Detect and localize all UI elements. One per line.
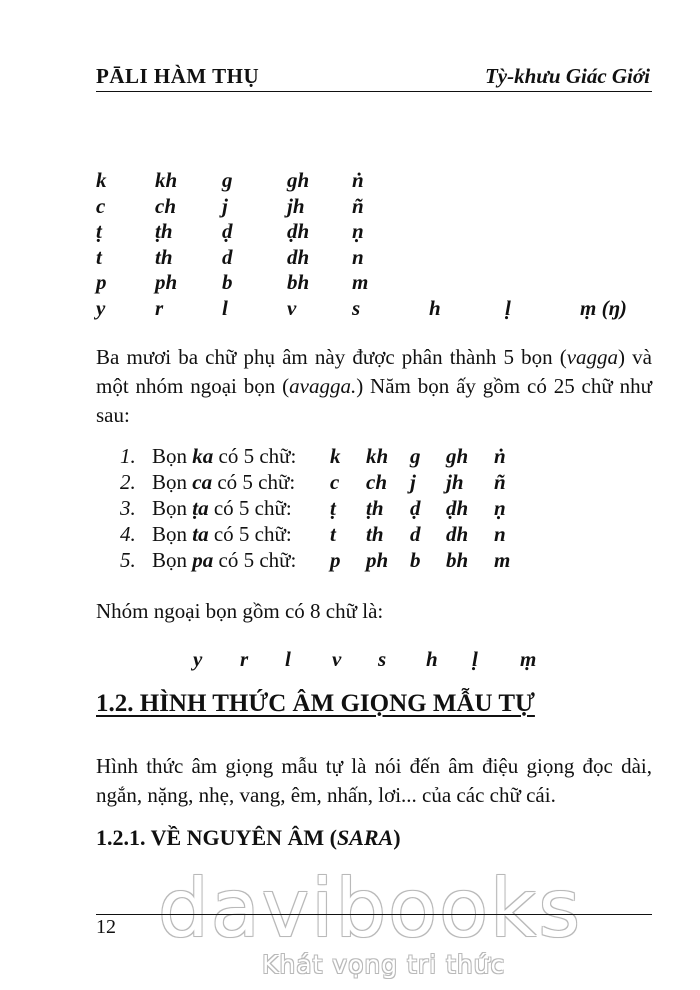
vagga-key: ta [192, 522, 209, 546]
running-header-title: PĀLI HÀM THỤ [96, 64, 260, 88]
vagga-letter: ñ [494, 470, 506, 494]
avagga-letter: r [240, 647, 249, 671]
vagga-key: ṭa [192, 496, 209, 520]
vagga-letter: ṭ [330, 496, 336, 520]
vagga-label [152, 496, 292, 521]
vagga-letter: g [410, 444, 421, 468]
vagga-label-post: có 5 chữ: [208, 496, 292, 520]
vagga-label-post: có 5 chữ: [212, 470, 296, 494]
consonant-cell: d [222, 244, 233, 269]
vagga-letter: m [494, 548, 511, 572]
vagga-letter: jh [446, 470, 464, 494]
consonant-cell: ḷ [505, 296, 511, 320]
consonant-cell: c [96, 193, 106, 218]
consonant-cell: ṅ [352, 168, 364, 192]
vagga-letter: ṭh [366, 496, 384, 520]
footer-rule [96, 914, 652, 915]
vagga-letter: p [330, 548, 341, 572]
page-number: 12 [96, 916, 116, 938]
avagga-letter: v [332, 647, 342, 671]
list-number: 1. [120, 444, 136, 468]
consonant-cell: m [352, 270, 369, 295]
vagga-key: ca [192, 470, 213, 494]
consonant-cell: n [352, 244, 364, 269]
consonant-cell: r [155, 296, 164, 320]
avagga-intro: Nhóm ngoại bọn gồm có 8 chữ là: [96, 599, 384, 623]
vagga-key: ka [192, 444, 214, 468]
list-number: 5. [120, 548, 136, 572]
consonant-cell: jh [287, 193, 305, 218]
list-number: 4. [120, 522, 136, 546]
vagga-label-post: có 5 chữ: [208, 522, 292, 546]
vagga-letter: ph [366, 548, 389, 572]
subsection-term: SARA [336, 825, 394, 850]
consonant-cell: ṭ [96, 219, 102, 244]
vagga-key: pa [192, 548, 214, 572]
vagga-letter: ṅ [494, 444, 506, 468]
running-header-author: Tỳ-khưu Giác Giới [484, 64, 650, 88]
list-number: 3. [120, 496, 136, 520]
watermark-tagline: Khát vọng tri thức [262, 950, 506, 979]
vagga-letter: k [330, 444, 341, 468]
vagga-letter: ḍh [446, 496, 469, 520]
vagga-label [152, 548, 296, 573]
vagga-letter: kh [366, 444, 389, 468]
consonant-cell: ch [155, 193, 176, 218]
avagga-letter: ṃ [520, 647, 537, 671]
vagga-letter: bh [446, 548, 469, 572]
vagga-label-post: có 5 chữ: [213, 548, 297, 572]
term-avagga: avagga. [289, 374, 357, 398]
consonant-cell: ñ [352, 193, 364, 218]
consonant-cell: ḍh [287, 219, 310, 244]
vagga-letter: ṇ [494, 496, 506, 520]
watermark-logo: davibooks [158, 862, 583, 955]
consonant-cell: ṃ (ŋ) [580, 296, 627, 320]
consonant-cell: v [287, 296, 297, 320]
vagga-letter: c [330, 470, 340, 494]
consonant-cell: kh [155, 168, 178, 192]
subsection-heading [96, 825, 401, 851]
avagga-letter: l [285, 647, 291, 671]
section-heading: 1.2. HÌNH THỨC ÂM GIỌNG MẪU TỰ [96, 690, 535, 717]
vagga-letter: th [366, 522, 384, 546]
consonant-cell: k [96, 168, 107, 192]
vagga-letter: gh [446, 444, 469, 468]
consonant-cell: gh [287, 168, 310, 192]
vagga-letter: ch [366, 470, 387, 494]
consonant-cell: l [222, 296, 228, 320]
consonant-cell: p [96, 270, 107, 295]
consonant-cell: b [222, 270, 233, 295]
list-number: 2. [120, 470, 136, 494]
vagga-label [152, 470, 295, 495]
vagga-label-post: có 5 chữ: [213, 444, 297, 468]
vagga-letter: t [330, 522, 336, 546]
consonant-cell: y [96, 296, 106, 320]
vagga-label-pre: Bọn [152, 444, 193, 468]
term-vagga: vagga [566, 345, 619, 369]
vagga-letter: dh [446, 522, 469, 546]
paragraph-text: ) và một nhóm ngoại bọn ( [96, 345, 652, 398]
avagga-letter: ḷ [472, 647, 478, 671]
section-body: Hình thức âm giọng mẫu tự là nói đến âm điệu giọng đọc dài, ngắn, nặng, nhẹ, vang, êm, nhấn, lơi... của các chữ cái. [96, 754, 652, 807]
avagga-letter: s [378, 647, 387, 671]
avagga-letter: y [193, 647, 203, 671]
consonant-cell: h [429, 296, 441, 320]
subsection-prefix: 1.2.1. VỀ NGUYÊN ÂM ( [96, 825, 337, 850]
vagga-label-pre: Bọn [152, 522, 193, 546]
consonant-cell: ṭh [155, 219, 173, 244]
vagga-label-pre: Bọn [152, 470, 193, 494]
vagga-label [152, 444, 296, 469]
consonant-cell: g [222, 168, 233, 192]
vagga-letter: ḍ [410, 496, 421, 520]
consonant-cell: bh [287, 270, 310, 295]
vagga-label-pre: Bọn [152, 548, 193, 572]
vagga-letter: d [410, 522, 421, 546]
paragraph-text: Ba mươi ba chữ phụ âm này được phân thành 5 bọn ( [96, 345, 567, 369]
vagga-letter: b [410, 548, 421, 572]
consonant-cell: ḍ [222, 219, 233, 244]
consonant-cell: t [96, 244, 102, 269]
consonant-cell: j [222, 193, 228, 218]
vagga-label [152, 522, 292, 547]
consonant-cell: ṇ [352, 219, 364, 244]
consonant-cell: dh [287, 244, 310, 269]
consonant-cell: th [155, 244, 173, 269]
vagga-letter: j [410, 470, 416, 494]
vagga-label-pre: Bọn [152, 496, 193, 520]
avagga-letter: h [426, 647, 438, 671]
vagga-letter: n [494, 522, 506, 546]
header-rule [96, 91, 652, 92]
consonant-cell: ph [155, 270, 178, 295]
paragraph-text: ) Năm bọn ấy gồm có 25 chữ như sau: [96, 374, 653, 427]
paragraph-vagga-intro [96, 343, 652, 430]
subsection-suffix: ) [393, 825, 401, 850]
consonant-cell: s [352, 296, 361, 320]
